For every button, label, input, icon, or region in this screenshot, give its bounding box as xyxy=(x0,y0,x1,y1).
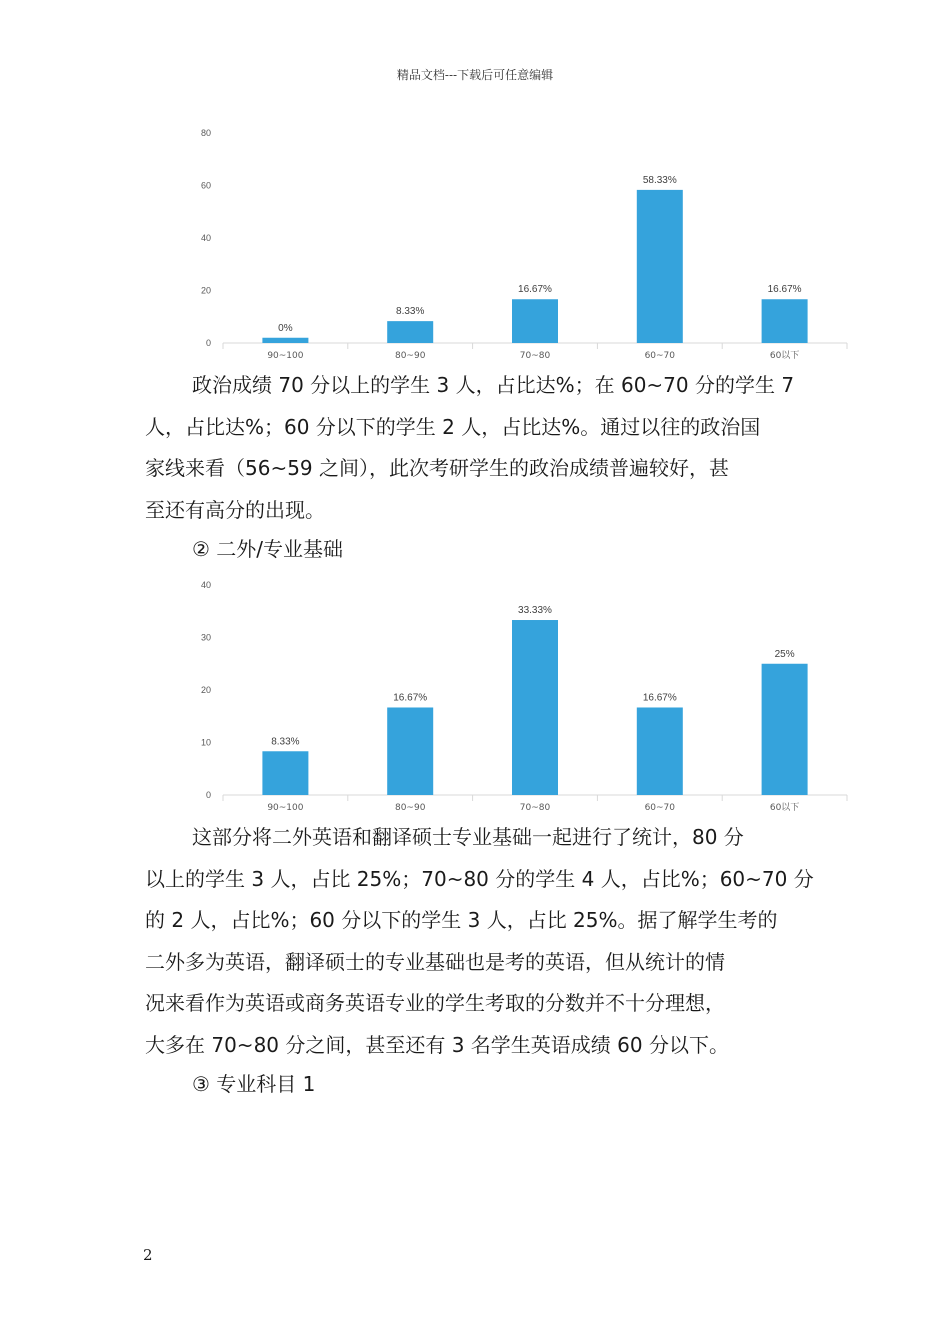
data-label: 25% xyxy=(774,648,795,660)
y-tick-label: 20 xyxy=(200,685,211,695)
bar xyxy=(262,338,308,343)
data-label: 8.33% xyxy=(271,736,300,748)
y-tick-label: 40 xyxy=(200,233,211,243)
bar xyxy=(762,664,808,795)
bar xyxy=(512,299,558,343)
politics-analysis-paragraph xyxy=(145,365,815,531)
politics-score-bar-chart xyxy=(180,122,860,367)
chart-2-svg xyxy=(180,574,860,819)
data-label: 16.67% xyxy=(767,284,802,296)
paragraph-line: 人，占比达%；60 分以下的学生 2 人，占比达%。通过以往的政治国 xyxy=(145,414,761,439)
bar xyxy=(512,620,558,795)
y-tick-label: 60 xyxy=(200,180,211,191)
data-label: 0% xyxy=(278,322,293,334)
data-label: 8.33% xyxy=(396,306,425,318)
page-number: 2 xyxy=(143,1246,153,1264)
x-tick-label: 80~90 xyxy=(394,803,426,813)
x-tick-label: 60~70 xyxy=(644,803,676,813)
section-heading-second-foreign-language: ② 二外/专业基础 xyxy=(192,537,344,561)
paragraph-line: 至还有高分的出现。 xyxy=(145,497,325,522)
page-header: 精品文档---下载后可任意编辑 xyxy=(396,68,554,82)
second-foreign-language-bar-chart xyxy=(180,574,860,819)
bar xyxy=(387,707,433,795)
y-tick-label: 10 xyxy=(200,737,211,748)
second-language-analysis-paragraph xyxy=(145,817,815,1066)
bar xyxy=(387,321,433,343)
x-tick-label: 70~80 xyxy=(519,351,551,361)
paragraph-line: 以上的学生 3 人，占比 25%；70~80 分的学生 4 人，占比%；60~70 分 xyxy=(145,866,814,891)
x-tick-label: 60~70 xyxy=(644,351,676,361)
y-tick-label: 30 xyxy=(200,632,211,643)
y-tick-label: 20 xyxy=(200,285,211,296)
bar xyxy=(762,299,808,343)
bar xyxy=(262,751,308,795)
x-tick-label: 70~80 xyxy=(519,803,551,813)
section-heading-major-subject-1: ③ 专业科目 1 xyxy=(192,1072,316,1096)
paragraph-line: 的 2 人，占比%；60 分以下的学生 3 人，占比 25%。据了解学生考的 xyxy=(145,908,778,932)
paragraph-line: 况来看作为英语或商务英语专业的学生考取的分数并不十分理想， xyxy=(145,991,725,1015)
data-label: 16.67% xyxy=(393,692,428,704)
data-label: 16.67% xyxy=(642,692,677,704)
paragraph-line: 大多在 70~80 分之间，甚至还有 3 名学生英语成绩 60 分以下。 xyxy=(145,1032,729,1057)
x-tick-label: 80~90 xyxy=(394,351,426,361)
paragraph-line: 家线来看（56~59 之间），此次考研学生的政治成绩普遍较好，甚 xyxy=(145,456,730,480)
data-label: 16.67% xyxy=(518,284,552,296)
bar xyxy=(637,190,683,343)
chart-1-svg xyxy=(180,122,860,367)
paragraph-line: 二外多为英语，翻译硕士的专业基础也是考的英语，但从统计的情 xyxy=(145,949,725,974)
x-tick-label: 60以下 xyxy=(769,803,800,813)
y-tick-label: 80 xyxy=(200,128,211,138)
data-label: 33.33% xyxy=(518,605,552,617)
paragraph-line: 政治成绩 70 分以上的学生 3 人，占比达%；在 60~70 分的学生 7 xyxy=(192,373,795,397)
x-tick-label: 90~100 xyxy=(267,803,304,813)
x-tick-label: 60以下 xyxy=(769,351,800,361)
bar xyxy=(637,707,683,795)
x-tick-label: 90~100 xyxy=(267,351,304,361)
y-tick-label: 40 xyxy=(200,580,211,590)
y-tick-label: 0 xyxy=(205,338,211,348)
data-label: 58.33% xyxy=(642,174,677,186)
y-tick-label: 0 xyxy=(205,790,211,800)
paragraph-line: 这部分将二外英语和翻译硕士专业基础一起进行了统计，80 分 xyxy=(192,825,744,849)
